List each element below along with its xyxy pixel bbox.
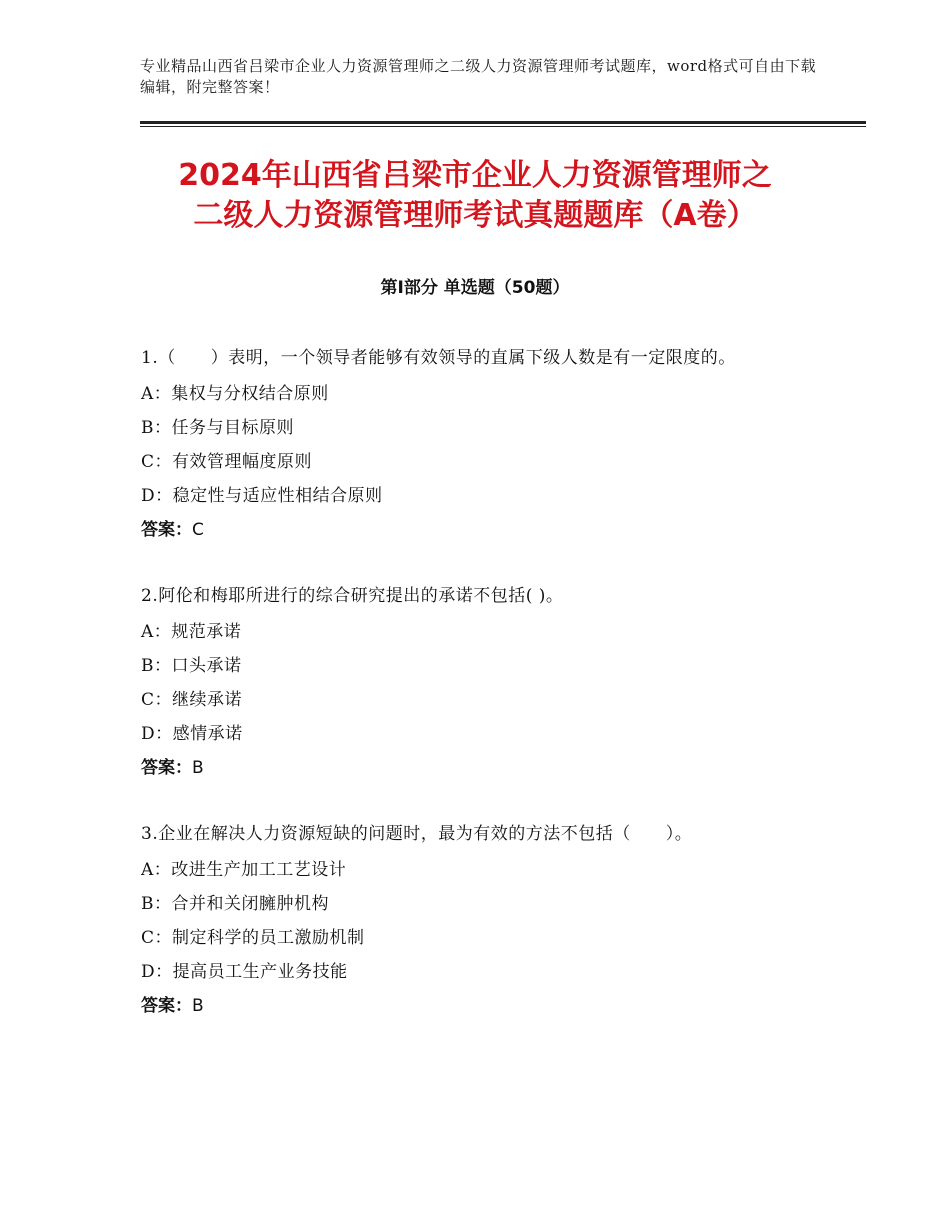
header-rule-thick	[140, 121, 866, 124]
question-stem: 1.（ ）表明，一个领导者能够有效领导的直属下级人数是有一定限度的。	[141, 348, 736, 368]
question-3	[141, 819, 821, 1023]
option-d: D：感情承诺	[141, 724, 243, 744]
answer	[141, 751, 821, 785]
section-title: 第Ⅰ部分 单选题（50题）	[380, 278, 570, 298]
document-title	[100, 156, 850, 236]
option-c: C：制定科学的员工激励机制	[141, 928, 365, 948]
option-b: B：任务与目标原则	[141, 418, 294, 438]
option-a: A：规范承诺	[141, 622, 242, 642]
option-d: D：稳定性与适应性相结合原则	[141, 486, 383, 506]
question-stem: 2.阿伦和梅耶所进行的综合研究提出的承诺不包括( )。	[141, 586, 564, 606]
answer-value: C	[192, 520, 204, 540]
header-rule-thin	[140, 126, 866, 127]
document-title-line-1: 2024年山西省吕梁市企业人力资源管理师之	[178, 158, 772, 193]
option-b: B：口头承诺	[141, 656, 242, 676]
answer-label: 答案：	[141, 520, 192, 540]
header-note: 专业精品山西省吕梁市企业人力资源管理师之二级人力资源管理师考试题库，word格式可自由下载编辑，附完整答案！	[140, 57, 817, 96]
document-title-line-2: 二级人力资源管理师考试真题题库（A卷）	[193, 198, 757, 233]
question-1	[141, 343, 821, 547]
answer-value: B	[192, 758, 204, 778]
option-a: A：改进生产加工工艺设计	[141, 860, 347, 880]
option-a: A：集权与分权结合原则	[141, 384, 329, 404]
option-c: C：继续承诺	[141, 690, 243, 710]
answer	[141, 989, 821, 1023]
question-2	[141, 581, 821, 785]
option-c: C：有效管理幅度原则	[141, 452, 313, 472]
question-list	[141, 343, 821, 1057]
option-d: D：提高员工生产业务技能	[141, 962, 348, 982]
answer-label: 答案：	[141, 758, 192, 778]
answer-value: B	[192, 996, 204, 1016]
answer	[141, 513, 821, 547]
answer-label: 答案：	[141, 996, 192, 1016]
option-b: B：合并和关闭臃肿机构	[141, 894, 329, 914]
question-stem: 3.企业在解决人力资源短缺的问题时，最为有效的方法不包括（ ）。	[141, 824, 693, 844]
